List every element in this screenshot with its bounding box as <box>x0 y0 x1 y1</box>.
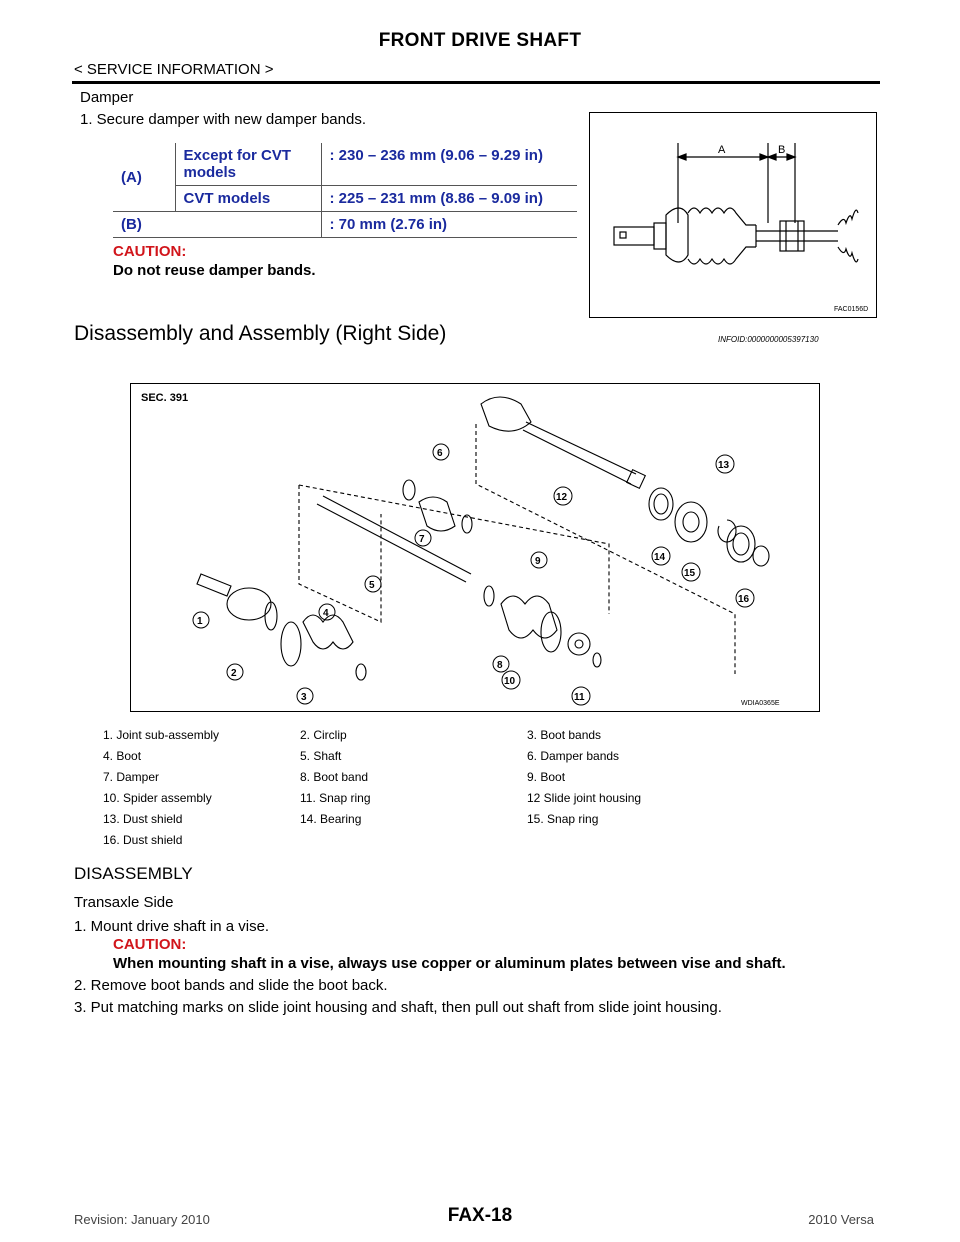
dim-label-b: B <box>778 144 786 156</box>
callout-1 <box>193 612 209 628</box>
svg-text:12: 12 <box>556 492 568 503</box>
spec-desc-cvt: CVT models <box>175 186 321 212</box>
footer-revision: Revision: January 2010 <box>74 1212 210 1227</box>
svg-text:4: 4 <box>323 608 329 619</box>
disassembly-step-2: 2. Remove boot bands and slide the boot back. <box>74 977 388 994</box>
section-heading: Disassembly and Assembly (Right Side) <box>74 322 447 345</box>
callout-13 <box>716 455 734 473</box>
figure-code-2: WDIA0365E <box>741 700 780 707</box>
callout-15 <box>682 563 700 581</box>
callout-12 <box>554 487 572 505</box>
damper-shaft-illustration <box>590 113 876 317</box>
callout-4 <box>319 604 335 620</box>
svg-text:16: 16 <box>738 594 750 605</box>
exploded-view-illustration <box>131 384 819 711</box>
section-label: < SERVICE INFORMATION > <box>74 61 274 78</box>
legend-item: 3. Boot bands <box>527 728 602 742</box>
spec-label-a: (A) <box>113 143 175 212</box>
legend-item: 16. Dust shield <box>103 833 183 847</box>
svg-text:6: 6 <box>437 448 443 459</box>
dim-label-a: A <box>718 144 726 156</box>
page-number: FAX-18 <box>447 1205 513 1226</box>
callout-8 <box>493 656 509 672</box>
sec-label: SEC. 391 <box>141 392 189 404</box>
spec-value-except-cvt: : 230 – 236 mm (9.06 – 9.29 in) <box>321 143 577 186</box>
svg-text:5: 5 <box>369 580 375 591</box>
legend-item: 8. Boot band <box>300 770 369 784</box>
svg-text:13: 13 <box>718 460 730 471</box>
disassembly-caution-text: When mounting shaft in a vise, always use copper or aluminum plates between vise and shaft. <box>113 955 786 972</box>
spec-label-b: (B) <box>113 212 321 238</box>
disassembly-step-3: 3. Put matching marks on slide joint housing and shaft, then pull out shaft from slide joint housing. <box>74 999 722 1016</box>
damper-step-1: 1. Secure damper with new damper bands. <box>80 111 366 128</box>
damper-caution-label: CAUTION: <box>113 243 187 260</box>
disassembly-caution-label: CAUTION: <box>113 936 187 953</box>
callout-6 <box>433 444 449 460</box>
legend-item: 13. Dust shield <box>103 812 183 826</box>
header-rule <box>72 81 880 84</box>
svg-text:9: 9 <box>535 556 541 567</box>
callout-16 <box>736 589 754 607</box>
exploded-view-figure <box>130 383 820 712</box>
spec-value-cvt: : 225 – 231 mm (8.86 – 9.09 in) <box>321 186 577 212</box>
legend-item: 7. Damper <box>103 770 160 784</box>
legend-item: 4. Boot <box>103 749 142 763</box>
legend-item: 11. Snap ring <box>300 791 371 805</box>
legend-item: 14. Bearing <box>300 812 362 826</box>
callout-5 <box>365 576 381 592</box>
callout-10 <box>502 671 520 689</box>
legend-item: 6. Damper bands <box>527 749 620 763</box>
svg-text:8: 8 <box>497 660 503 671</box>
svg-text:2: 2 <box>231 668 237 679</box>
callout-9 <box>531 552 547 568</box>
callout-2 <box>227 664 243 680</box>
callout-11 <box>572 687 590 705</box>
callout-3 <box>297 688 313 704</box>
svg-text:10: 10 <box>504 676 516 687</box>
svg-text:1: 1 <box>197 616 203 627</box>
footer-model: 2010 Versa <box>808 1212 874 1227</box>
svg-text:15: 15 <box>684 568 696 579</box>
svg-text:3: 3 <box>301 692 307 703</box>
spec-value-b: : 70 mm (2.76 in) <box>321 212 577 238</box>
svg-text:7: 7 <box>419 534 425 545</box>
legend-item: 2. Circlip <box>300 728 347 742</box>
svg-text:11: 11 <box>574 692 585 703</box>
legend-item: 10. Spider assembly <box>103 791 212 805</box>
damper-heading: Damper <box>80 89 134 106</box>
damper-caution-text: Do not reuse damper bands. <box>113 262 316 279</box>
svg-text:14: 14 <box>654 552 666 563</box>
legend-item: 5. Shaft <box>300 749 342 763</box>
disassembly-heading: DISASSEMBLY <box>74 864 193 883</box>
callout-7 <box>415 530 431 546</box>
legend-item: 1. Joint sub-assembly <box>103 728 220 742</box>
damper-spec-table <box>113 143 577 238</box>
figure-code: FAC0156D <box>834 306 869 313</box>
page-title: FRONT DRIVE SHAFT <box>378 30 582 51</box>
spec-desc-except-cvt: Except for CVT models <box>175 143 321 186</box>
disassembly-step-1: 1. Mount drive shaft in a vise. <box>74 918 270 935</box>
damper-figure <box>589 112 877 318</box>
legend-item: 15. Snap ring <box>527 812 599 826</box>
info-id: INFOID:0000000005397130 <box>718 335 819 344</box>
callout-14 <box>652 547 670 565</box>
legend-item: 12 Slide joint housing <box>527 791 642 805</box>
legend-item: 9. Boot <box>527 770 566 784</box>
transaxle-side-heading: Transaxle Side <box>74 894 174 911</box>
